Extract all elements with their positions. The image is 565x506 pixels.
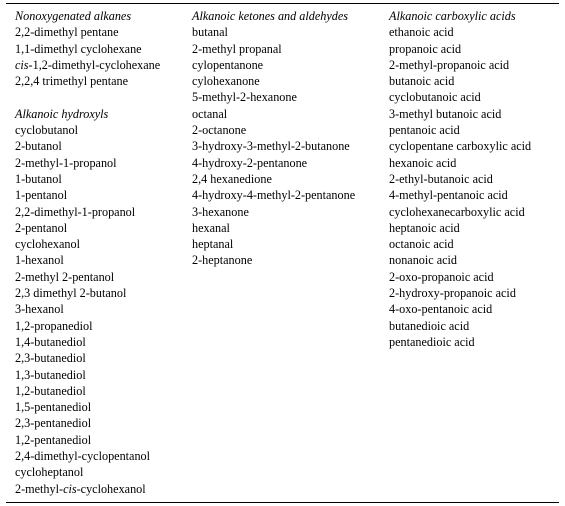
compound-name: octanal — [192, 106, 228, 121]
compound-name: heptanal — [192, 237, 234, 252]
compound-name: cyclobutanoic acid — [389, 90, 481, 105]
compound-name: 2-methyl-propanoic acid — [389, 57, 510, 72]
compound-name: 1,2-propanediol — [15, 318, 93, 333]
compound-name: 2,2-dimethyl-1-propanol — [15, 204, 136, 219]
compound-name: 2-methyl-cis-cyclohexanol — [15, 481, 146, 496]
compound-name: 2,2-dimethyl pentane — [15, 25, 119, 40]
group-heading: Alkanoic ketones and aldehydes — [192, 9, 349, 23]
compound-name: hexanoic acid — [389, 155, 457, 170]
compound-name: nonanoic acid — [389, 253, 458, 268]
compound-name: butanoic acid — [389, 74, 455, 89]
compound-name: 3-hexanone — [192, 204, 249, 219]
group-heading: Alkanoic hydroxyls — [15, 106, 109, 121]
compound-name: 1-hexanol — [15, 253, 64, 268]
compound-name: 1-butanol — [15, 171, 62, 186]
compound-name: cyclobutanol — [15, 123, 78, 138]
compound-name: 2,4-dimethyl-cyclopentanol — [15, 449, 151, 464]
compound-name: 1,2-pentanediol — [15, 432, 92, 447]
compound-name: 4-hydroxy-4-methyl-2-pentanone — [192, 188, 356, 203]
compound-name: 3-hexanol — [15, 302, 64, 317]
compound-name: 1,5-pentanediol — [15, 400, 92, 415]
compound-name: 4-hydroxy-2-pentanone — [192, 155, 308, 170]
column-alkanes-hydroxyls — [15, 8, 160, 497]
compound-name: butanedioic acid — [389, 318, 470, 333]
compound-name: 2-pentanol — [15, 220, 68, 235]
compound-name: 4-methyl-pentanoic acid — [389, 188, 508, 203]
compound-name: 3-hydroxy-3-methyl-2-butanone — [192, 139, 350, 154]
compound-name: 2,3-pentanediol — [15, 416, 92, 431]
group-spacer — [15, 89, 160, 105]
compound-name: 5-methyl-2-hexanone — [192, 90, 297, 105]
compound-name: 1,2-butanediol — [15, 383, 86, 398]
compound-name: 2-heptanone — [192, 253, 253, 268]
compound-name: propanoic acid — [389, 41, 462, 56]
compound-name: 2-ethyl-butanoic acid — [389, 171, 493, 186]
compound-name: ethanoic acid — [389, 25, 454, 40]
compound-name: 1,4-butanediol — [15, 334, 86, 349]
column-carboxylic-acids — [389, 8, 531, 350]
compound-name: 3-methyl butanoic acid — [389, 106, 502, 121]
column-ketones-aldehydes — [192, 8, 355, 269]
compound-name: pentanoic acid — [389, 123, 460, 138]
compound-name: 1-pentanol — [15, 188, 68, 203]
compound-name: 1,1-dimethyl cyclohexane — [15, 41, 142, 56]
compound-name: butanal — [192, 25, 228, 40]
compound-name: 2,3 dimethyl 2-butanol — [15, 286, 127, 301]
group-heading: Nonoxygenated alkanes — [15, 9, 132, 23]
table-top-rule — [6, 3, 559, 4]
compound-name: pentanedioic acid — [389, 334, 475, 349]
compound-name: 2-oxo-propanoic acid — [389, 269, 494, 284]
compound-name: cycloheptanol — [15, 465, 84, 480]
compound-name: cylopentanone — [192, 57, 264, 72]
compound-name: cyclohexanecarboxylic acid — [389, 204, 525, 219]
group-heading: Alkanoic carboxylic acids — [389, 9, 516, 23]
table-bottom-rule — [6, 502, 559, 503]
compound-name: 2-hydroxy-propanoic acid — [389, 286, 516, 301]
compound-name: 1,3-butanediol — [15, 367, 86, 382]
compound-name: 2,4 hexanedione — [192, 171, 272, 186]
compound-name: cyclohexanol — [15, 237, 80, 252]
compound-name: hexanal — [192, 220, 230, 235]
compound-name: 2-butanol — [15, 139, 62, 154]
compound-name: cis-1,2-dimethyl-cyclohexane — [15, 57, 161, 72]
compound-name: octanoic acid — [389, 237, 454, 252]
compound-name: 4-oxo-pentanoic acid — [389, 302, 493, 317]
compound-name: 2-methyl 2-pentanol — [15, 269, 115, 284]
compound-name: 2-methyl propanal — [192, 41, 282, 56]
compound-name: 2-methyl-1-propanol — [15, 155, 117, 170]
compound-name: 2-octanone — [192, 123, 247, 138]
compound-name: 2,2,4 trimethyl pentane — [15, 74, 129, 89]
compound-name: cylohexanone — [192, 74, 260, 89]
compound-name: 2,3-butanediol — [15, 351, 86, 366]
compound-name: heptanoic acid — [389, 220, 460, 235]
compound-name: cyclopentane carboxylic acid — [389, 139, 532, 154]
